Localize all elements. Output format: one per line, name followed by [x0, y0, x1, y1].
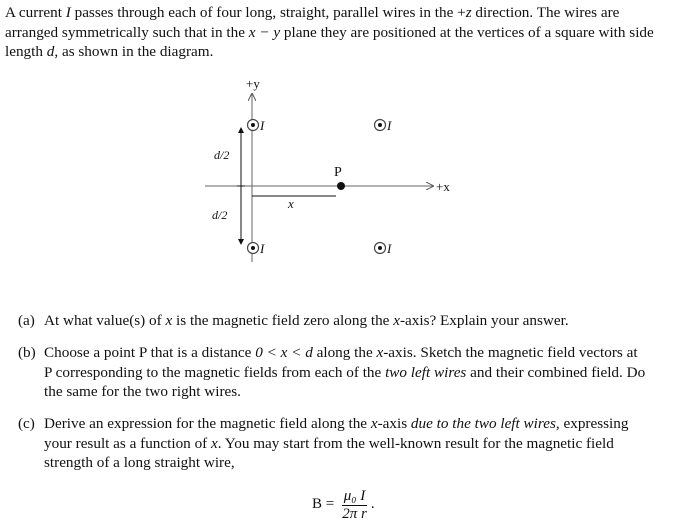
wire-top-left — [248, 118, 266, 133]
wire-current-label: I — [387, 118, 392, 133]
intro-text-4: plane they are positioned at the vertices of a square with side length — [5, 23, 654, 60]
question-b-emphasis: two left wires — [385, 363, 467, 381]
question-b-text — [44, 343, 649, 402]
intro-text-3: direction. The wires are arranged symmetrically such that in the — [5, 4, 620, 41]
question-a-x-symbol: x — [165, 312, 173, 329]
formula-numerator: μ₀ I — [343, 487, 366, 504]
wire-current-label: I — [260, 241, 265, 256]
question-b-text-4: and their combined field. Do the same for the two right wires. — [44, 363, 646, 400]
intro-d-symbol: d — [46, 43, 55, 60]
question-c-xaxis-symbol: x — [370, 415, 378, 432]
question-c-label: (c) — [18, 415, 35, 432]
question-b-text-2: along the — [312, 344, 377, 361]
intro-xy-symbol: x − y — [248, 23, 281, 41]
question-c-text — [44, 414, 649, 473]
question-b-text-1: Choose a point P that is a distance — [44, 344, 256, 361]
question-a-text-3: -axis? Explain your answer. — [399, 312, 569, 329]
question-b-text-3: -axis. Sketch the magnetic field vectors at P corresponding to the magnetic fields from each of the — [44, 344, 638, 381]
question-b-xaxis-symbol: x — [376, 344, 384, 361]
intro-text-1: A current — [5, 4, 66, 21]
question-c-text-3: , expressing your result as a function of — [44, 415, 629, 452]
formula-lhs: B = — [312, 496, 335, 513]
question-c-text-4: . You may start from the well-known result for the magnetic field strength of a long straight wire, — [44, 434, 614, 471]
x-axis-label: +x — [436, 179, 450, 194]
formula-fraction — [340, 488, 369, 523]
wire-dot-icon — [251, 123, 255, 127]
x-distance-label: x — [288, 196, 294, 211]
point-p-label: P — [334, 165, 342, 180]
question-a-xaxis-symbol: x — [393, 312, 400, 329]
wire-bottom-right — [375, 241, 393, 256]
question-c-text-2: -axis — [377, 415, 411, 432]
intro-current-symbol: I — [65, 4, 71, 21]
wire-dot-icon — [251, 246, 255, 250]
intro-text-5: , as shown in the diagram. — [54, 43, 214, 60]
biot-savart-formula — [312, 485, 375, 525]
wire-current-label: I — [260, 118, 265, 133]
question-b-label: (b) — [18, 344, 36, 361]
wire-dot-icon — [378, 246, 382, 250]
question-a-text — [44, 311, 649, 331]
wire-dot-icon — [378, 123, 382, 127]
formula-end: . — [370, 496, 375, 513]
question-c-text-1: Derive an expression for the magnetic field along the — [44, 415, 371, 432]
wire-current-label: I — [387, 241, 392, 256]
formula-denominator: 2π r — [342, 505, 367, 522]
wire-bottom-left — [248, 241, 266, 256]
question-a-text-2: is the magnetic field zero along the — [172, 312, 394, 329]
intro-z-symbol: z — [465, 4, 472, 21]
point-p-dot — [337, 182, 345, 190]
d-half-top-label: d/2 — [214, 148, 230, 162]
wire-top-right — [375, 118, 393, 133]
question-c-x-symbol: x — [211, 434, 218, 452]
question-b-inequality: 0 < x < d — [255, 344, 313, 361]
intro-text-2: passes through each of four long, straight, parallel wires in the + — [70, 4, 466, 21]
question-a-text-1: At what value(s) of — [44, 312, 166, 329]
d-half-bottom-label: d/2 — [212, 208, 228, 222]
question-a-label: (a) — [18, 312, 35, 329]
y-axis-label: +y — [246, 76, 260, 91]
question-c-emphasis: due to the two left wires — [410, 415, 556, 432]
